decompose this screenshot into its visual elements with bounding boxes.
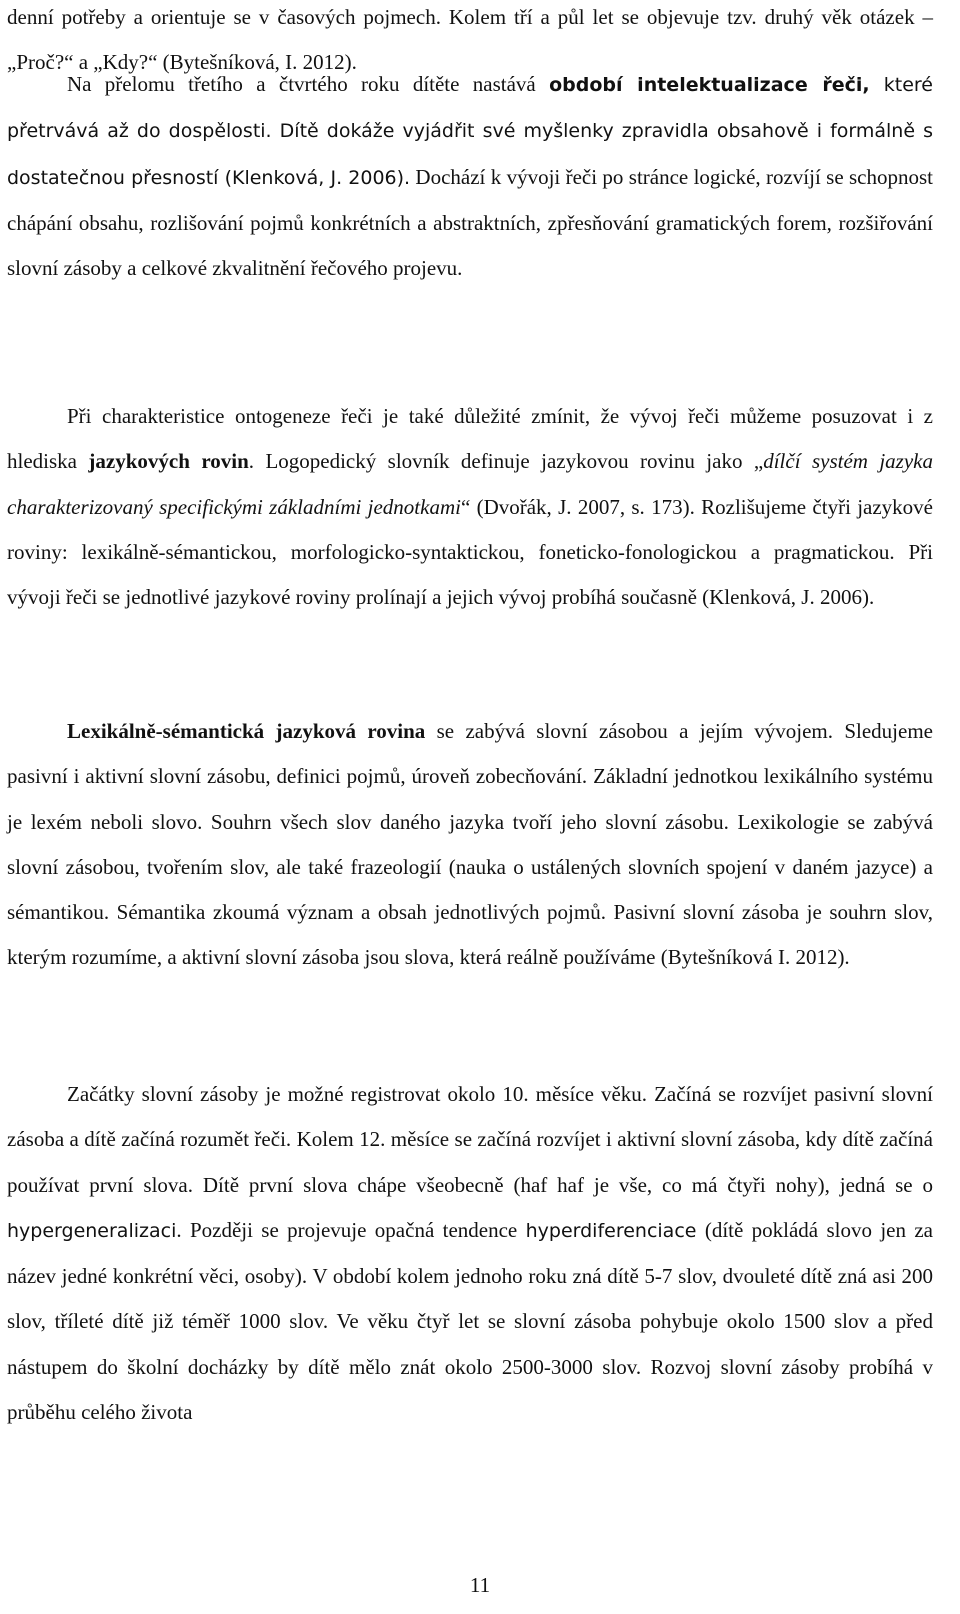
paragraph-text: . Logopedický slovník definuje jazykovou rovinu jako „: [248, 449, 764, 474]
paragraph-text: Při charakteristice ontogeneze řeči je také důležité zmínit, že vývoj řeči můžeme posuzovat i z hlediska: [7, 404, 933, 474]
paragraph-text: se zabývá slovní zásobou a jejím vývojem. Sledujeme pasivní i aktivní slovní zásobu, definici pojmů, úroveň zobecňování. Základní jednotkou lexikálního systému je lexém neboli slovo. Souhrn všech slov daného jazyka tvoří jeho slovní zásobu. Lexikologie se zabývá slovní zásobou, tvořením slov, ale také frazeologií (nauka o ustálených slovních spojení v daném jazyce) a sémantikou. Sémantika zkoumá význam a obsah jednotlivých pojmů. Pasivní slovní zásoba je souhrn slov, kterým rozumíme, a aktivní slovní zásoba jsou slova, která reálně používáme (Bytešníková I. 2012).: [7, 719, 933, 970]
paragraph-intellectualization: [7, 62, 933, 291]
paragraph-text: (dítě pokládá slovo jen za název jedné konkrétní věci, osoby). V období kolem jednoho roku zná dítě 5-7 slov, dvouleté dítě zná asi 200 slov, tříleté dítě již téměř 1000 slov. Ve věku čtyř let se slovní zásoba pohybuje okolo 1500 slov a před nástupem do školní docházky by dítě mělo znát okolo 2500-3000 slov. Rozvoj slovní zásoby probíhá v průběhu celého života: [7, 1217, 933, 1425]
paragraph-text: . Později se projevuje opačná tendence: [176, 1217, 526, 1242]
bold-term-lexical-semantic: Lexikálně-sémantická jazyková rovina: [67, 719, 426, 743]
page-number: 11: [469, 1573, 491, 1597]
paragraph-vocabulary-development: [7, 1072, 933, 1435]
paragraph-text: Na přelomu třetího a čtvrtého roku dítěte nastává: [67, 72, 550, 96]
bold-term-language-levels: jazykových rovin: [88, 449, 249, 474]
paragraph-language-levels: [7, 394, 933, 620]
term-hyperdifferentiation: hyperdiferenciace: [525, 1219, 697, 1242]
bold-term-intellectualization: období intelektualizace řeči,: [549, 74, 870, 96]
paragraph-text-sans: které přetrvává až do dospělosti. Dítě dokáže vyjádřit své myšlenky zpravidla obsahově i formálně s dostatečnou přesností (Klenková, J. 2006).: [7, 74, 933, 189]
paragraph-text: denní potřeby a orientuje se v časových pojmech. Kolem tří a půl let se objevuje tzv. druhý věk otázek – „Proč?“ a „Kdy?“ (Bytešníková, I. 2012).: [7, 5, 933, 75]
italic-quote-definition: dílčí systém jazyka charakterizovaný specifickými základními jednotkami: [7, 449, 934, 519]
paragraph-lexical-semantic: [7, 709, 933, 981]
paragraph-text: “ (Dvořák, J. 2007, s. 173). Rozlišujeme čtyři jazykové roviny: lexikálně-sémantickou, morfologicko-syntaktickou, foneticko-fonologickou a pragmatickou. Při vývoji řeči se jednotlivé jazykové roviny prolínají a jejich vývoj probíhá současně (Klenková, J. 2006).: [7, 494, 934, 610]
paragraph-text: Začátky slovní zásoby je možné registrovat okolo 10. měsíce věku. Začíná se rozvíjet pasivní slovní zásoba a dítě začíná rozumět řeči. Kolem 12. měsíce se začíná rozvíjet i aktivní slovní zásoba, kdy dítě začíná používat první slova. Dítě první slova chápe všeobecně (haf haf je vše, co má čtyři nohy), jedná se o: [7, 1082, 933, 1197]
term-hypergeneralization: hypergeneralizaci: [7, 1219, 177, 1242]
paragraph-text: Dochází k vývoji řeči po stránce logické, rozvíjí se schopnost chápání obsahu, rozlišování pojmů konkrétních a abstraktních, zpřesňování gramatických forem, rozšiřování slovní zásoby a celkové zkvalitnění řečového projevu.: [7, 164, 933, 281]
